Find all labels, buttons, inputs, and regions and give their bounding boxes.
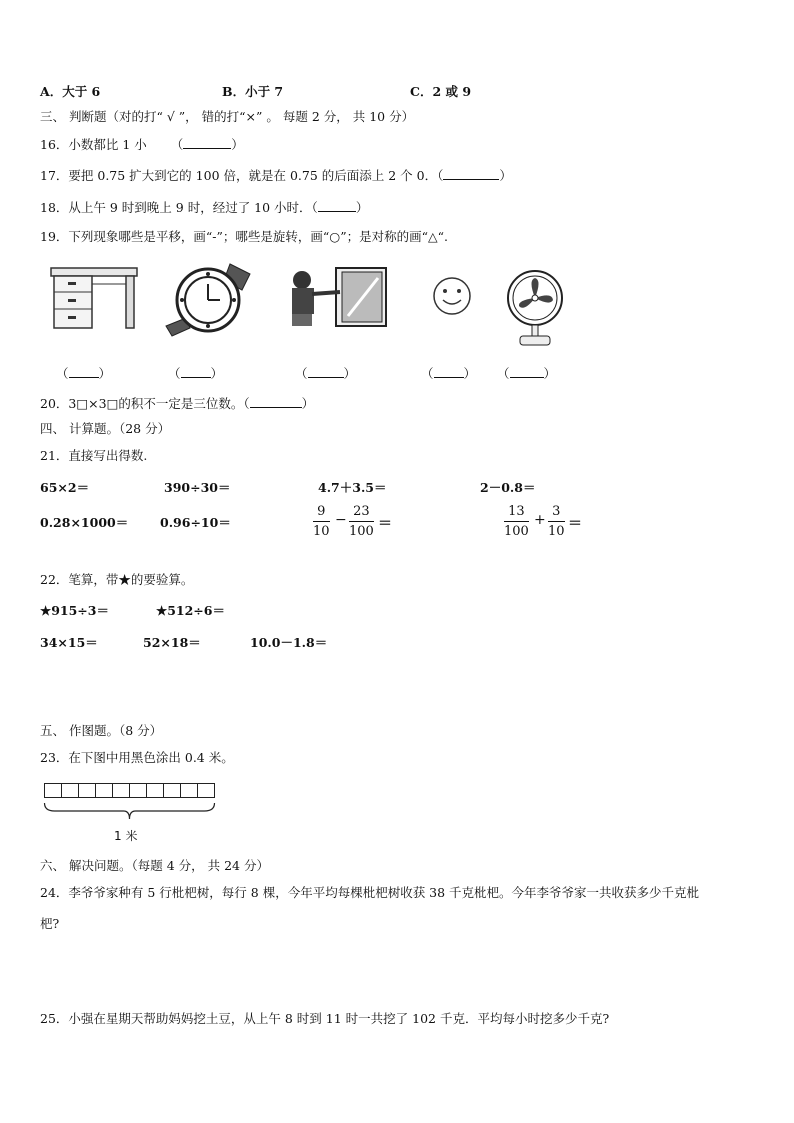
bar-cell[interactable] xyxy=(45,784,62,798)
question-25-text: 25．小强在星期天帮助妈妈挖土豆，从上午 8 时到 11 时一共挖了 102 千克．平均每小时挖多少千克? xyxy=(40,1011,610,1026)
option-a: A．大于 6 xyxy=(40,84,101,99)
calc-item: 4.7＋3.5＝ xyxy=(318,480,387,495)
question-16-text: 16．小数都比 1 小 xyxy=(40,137,147,152)
bar-cell[interactable] xyxy=(164,784,181,798)
fraction-3-10: 3 10 xyxy=(548,504,565,539)
answer-paren-window: （ ） xyxy=(295,366,357,381)
answer-blank[interactable] xyxy=(510,365,544,378)
option-c: C．2 或 9 xyxy=(410,84,472,99)
bar-cell[interactable] xyxy=(147,784,164,798)
minus-sign: − xyxy=(335,512,347,528)
fraction-13-100: 13 100 xyxy=(504,504,529,539)
bar-cell[interactable] xyxy=(96,784,113,798)
answer-paren-desk: （ ） xyxy=(56,366,112,381)
calc-item: 0.28×1000＝ xyxy=(40,515,129,530)
question-20-text: 20．3□×3□的积不一定是三位数。（ xyxy=(40,396,250,411)
question-20 xyxy=(40,395,314,412)
calc-item: 0.96÷10＝ xyxy=(160,515,231,530)
question-21-text: 21．直接写出得数. xyxy=(40,448,148,463)
paren-open: （ xyxy=(170,137,184,152)
plus-sign: + xyxy=(534,512,546,528)
answer-blank[interactable] xyxy=(318,199,356,212)
watch-picture xyxy=(158,260,258,338)
electric-fan-picture xyxy=(504,268,566,348)
question-18-text: 18．从上午 9 时到晚上 9 时，经过了 10 小时．（ xyxy=(40,200,318,215)
paren-close: ） xyxy=(499,168,512,183)
bar-cell[interactable] xyxy=(130,784,147,798)
smiley-face-picture xyxy=(432,276,472,316)
answer-blank[interactable] xyxy=(181,365,211,378)
calc-item: 65×2＝ xyxy=(40,480,90,495)
calc-item: ★512÷6＝ xyxy=(156,603,225,618)
question-18 xyxy=(40,199,368,216)
bar-cell[interactable] xyxy=(181,784,198,798)
bar-cell[interactable] xyxy=(79,784,96,798)
answer-blank[interactable] xyxy=(250,395,302,408)
meter-bar[interactable] xyxy=(44,783,216,823)
calc-item: 10.0－1.8＝ xyxy=(250,635,328,650)
answer-paren-watch: （ ） xyxy=(168,366,224,381)
paren-close: ） xyxy=(301,396,315,411)
calc-item: 52×18＝ xyxy=(143,635,201,650)
answer-paren-fan: （ ） xyxy=(497,366,557,381)
desk-picture xyxy=(50,266,138,330)
question-24-line2: 杷? xyxy=(40,916,60,931)
section-5-title: 五、 作图题。（8 分） xyxy=(40,723,163,738)
answer-blank[interactable] xyxy=(69,365,99,378)
bar-cell[interactable] xyxy=(113,784,130,798)
question-17-text: 17．要把 0.75 扩大到它的 100 倍，就是在 0.75 的后面添上 2 个 0．（ xyxy=(40,168,444,183)
paren-close: ） xyxy=(355,200,369,215)
fraction-23-100: 23 100 xyxy=(349,504,374,539)
window-push-picture xyxy=(282,266,388,328)
calc-item: ★915÷3＝ xyxy=(40,603,109,618)
paren-close: ） xyxy=(231,137,244,152)
equals-sign: ＝ xyxy=(378,516,392,532)
bar-cell[interactable] xyxy=(198,784,215,798)
question-24-line1: 24．李爷爷家种有 5 行枇杷树，每行 8 棵，今年平均每棵枇杷树收获 38 千克枇杷。今年李爷爷家一共收获多少千克枇 xyxy=(40,885,700,900)
calc-item: 34×15＝ xyxy=(40,635,98,650)
option-b: B．小于 7 xyxy=(222,84,284,99)
question-22-text: 22．笔算，带★的要验算。 xyxy=(40,572,194,587)
answer-blank[interactable] xyxy=(183,136,231,149)
answer-blank[interactable] xyxy=(308,365,344,378)
equals-sign: ＝ xyxy=(568,516,582,532)
section-6-title: 六、 解决问题。（每题 4 分， 共 24 分） xyxy=(40,858,269,873)
question-23-text: 23．在下图中用黑色涂出 0.4 米。 xyxy=(40,750,234,765)
answer-paren-smiley: （ ） xyxy=(421,366,477,381)
bar-cell[interactable] xyxy=(62,784,79,798)
question-17 xyxy=(40,167,512,184)
brace xyxy=(45,803,215,819)
question-16 xyxy=(40,136,244,153)
fraction-9-10: 9 10 xyxy=(313,504,330,539)
calc-item: 390÷30＝ xyxy=(164,480,231,495)
answer-blank[interactable] xyxy=(434,365,464,378)
meter-label: 1 米 xyxy=(114,829,138,843)
calc-item: 2－0.8＝ xyxy=(480,480,536,495)
answer-blank[interactable] xyxy=(443,167,499,180)
question-19-text: 19．下列现象哪些是平移，画“-”；哪些是旋转，画“○”；是对称的画“△“. xyxy=(40,229,448,244)
section-3-title: 三、 判断题（对的打“ √ ”， 错的打“×” 。 每题 2 分， 共 10 分） xyxy=(40,109,415,124)
section-4-title: 四、 计算题。（28 分） xyxy=(40,421,171,436)
